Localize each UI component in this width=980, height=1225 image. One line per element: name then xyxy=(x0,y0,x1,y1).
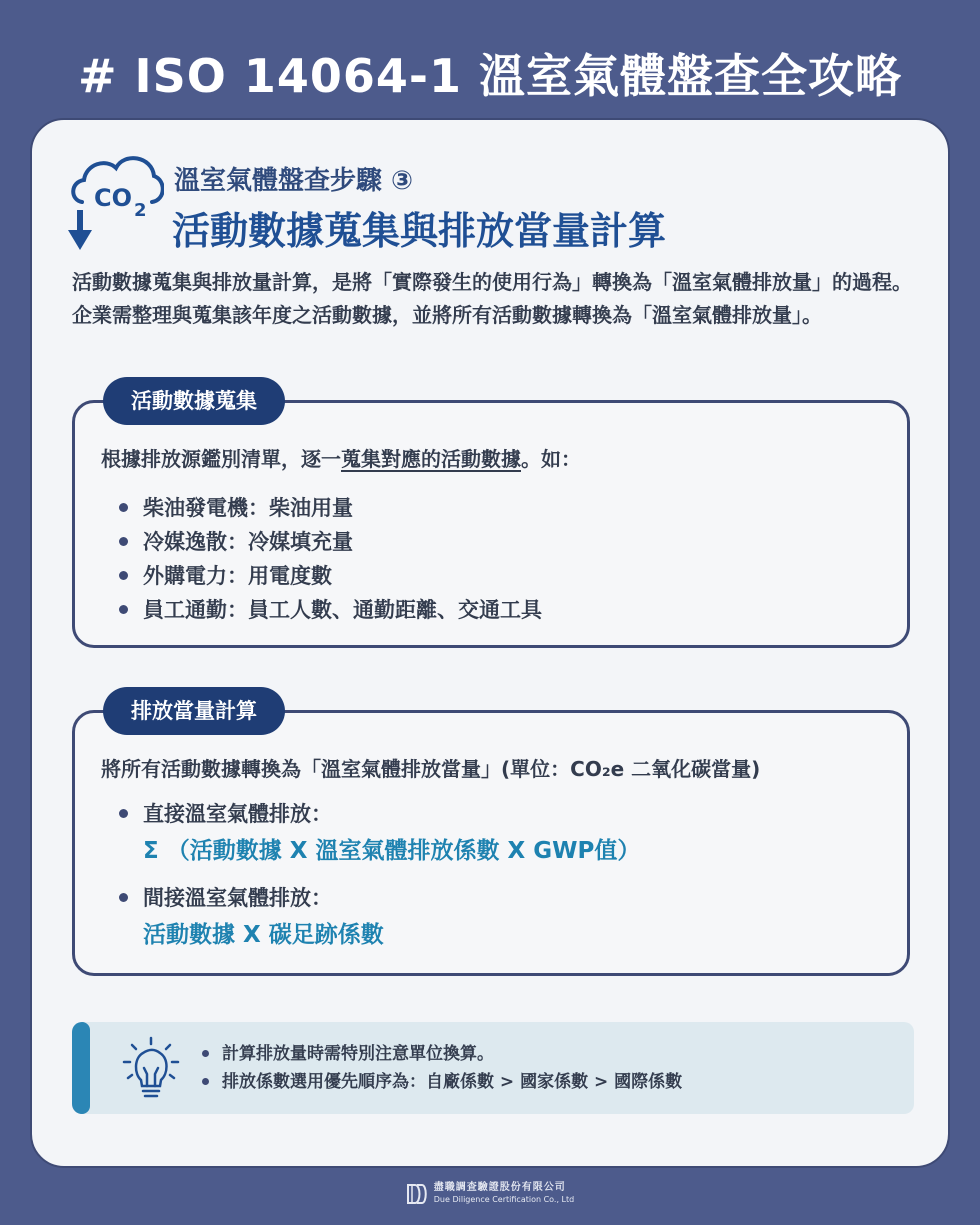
tip-box xyxy=(72,1022,914,1114)
co2-cloud-icon xyxy=(68,150,164,254)
co2-subscript: 2 xyxy=(134,200,147,221)
indirect-emission xyxy=(115,881,384,955)
tip-item: 排放係數選用優先順序為：自廠係數 > 國家係數 > 國際係數 xyxy=(200,1068,682,1096)
company-name-en: Due Diligence Certification Co., Ltd xyxy=(433,1195,575,1204)
company-name-zh: 盡職調查驗證股份有限公司 xyxy=(433,1182,566,1193)
step-label: 溫室氣體盤查步驟 ③ xyxy=(174,166,414,196)
tip-accent-bar xyxy=(72,1022,90,1114)
tip-item: 計算排放量時需特別注意單位換算。 xyxy=(200,1040,682,1068)
list-item: 冷媒逸散：冷媒填充量 xyxy=(115,525,542,559)
activity-data-intro xyxy=(101,443,581,472)
direct-emission-label: 直接溫室氣體排放： xyxy=(115,797,640,831)
emission-calc-intro: 將所有活動數據轉換為「溫室氣體排放當量」(單位：CO₂e 二氧化碳當量) xyxy=(101,757,761,781)
company-logo-icon xyxy=(406,1183,428,1205)
section-header xyxy=(68,150,918,260)
list-item: 員工通勤：員工人數、通勤距離、交通工具 xyxy=(115,593,542,627)
emission-calc-box xyxy=(72,699,910,976)
activity-data-label: 活動數據蒐集 xyxy=(103,377,285,425)
page-title: # ISO 14064-1 溫室氣體盤查全攻略 xyxy=(77,49,903,103)
direct-emission-formula: Σ （活動數據 X 溫室氣體排放係數 X GWP值） xyxy=(143,838,641,864)
footer xyxy=(0,1182,980,1209)
emission-calc-label: 排放當量計算 xyxy=(103,687,285,735)
content-card xyxy=(30,118,950,1168)
direct-emission xyxy=(115,797,640,871)
lightbulb-icon xyxy=(122,1036,180,1102)
indirect-emission-formula: 活動數據 X 碳足跡係數 xyxy=(143,922,384,948)
co2-text: CO xyxy=(94,184,133,212)
intro-underline: 蒐集對應的活動數據 xyxy=(341,447,521,471)
activity-data-box xyxy=(72,389,910,648)
intro-post: 。如： xyxy=(521,447,581,471)
main-heading: 活動數據蒐集與排放當量計算 xyxy=(172,209,667,253)
activity-data-list xyxy=(115,491,542,627)
tip-list xyxy=(200,1040,682,1096)
list-item: 外購電力：用電度數 xyxy=(115,559,542,593)
list-item: 柴油發電機：柴油用量 xyxy=(115,491,542,525)
intro-paragraph: 活動數據蒐集與排放量計算，是將「實際發生的使用行為」轉換為「溫室氣體排放量」的過程。企業需整理與蒐集該年度之活動數據，並將所有活動數據轉換為「溫室氣體排放量」。 xyxy=(72,270,912,327)
indirect-emission-label: 間接溫室氣體排放： xyxy=(115,881,384,915)
intro-pre: 根據排放源鑑別清單，逐一 xyxy=(101,447,341,471)
